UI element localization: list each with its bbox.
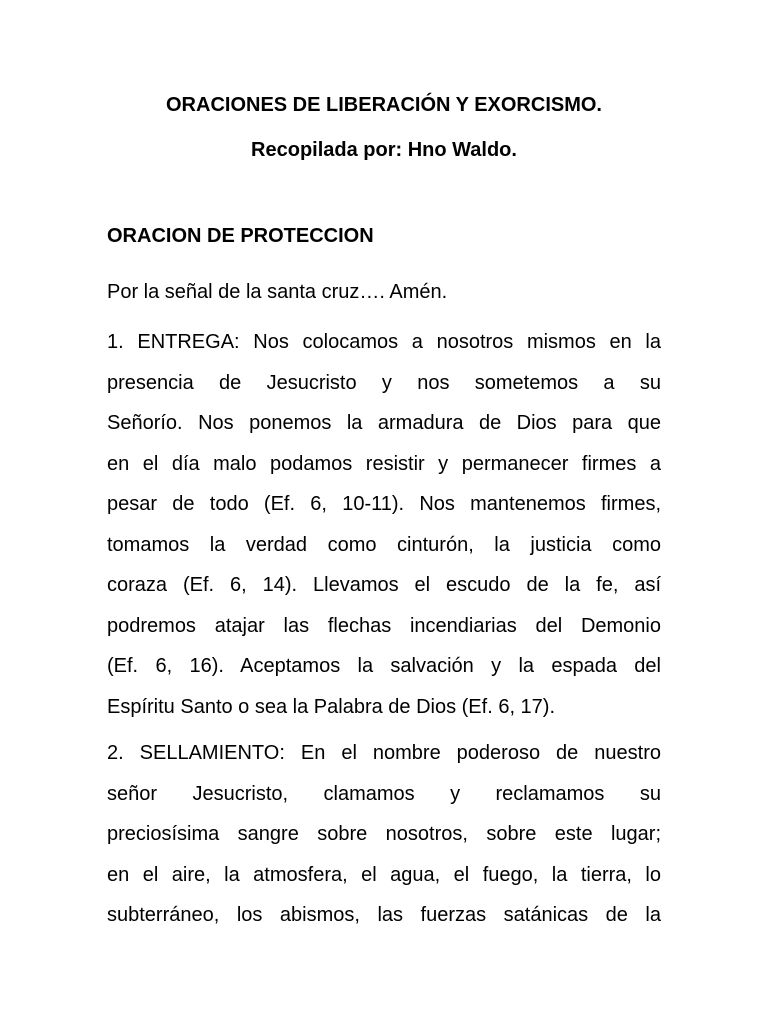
document-title: ORACIONES DE LIBERACIÓN Y EXORCISMO. — [166, 94, 602, 116]
intro-line: Por la señal de la santa cruz…. Amén. — [107, 281, 448, 303]
document-subtitle: Recopilada por: Hno Waldo. — [251, 139, 517, 161]
paragraph-line: tomamos la verdad como cinturón, la justicia como — [107, 533, 661, 556]
paragraph-line: presencia de Jesucristo y nos sometemos a su — [107, 371, 661, 394]
paragraph-line: preciosísima sangre sobre nosotros, sobre este lugar; — [107, 823, 661, 845]
paragraph-line: subterráneo, los abismos, las fuerzas satánicas de la — [107, 904, 661, 926]
paragraph-line: Espíritu Santo o sea la Palabra de Dios (Ef. 6, 17). — [107, 695, 556, 718]
paragraph-line: 1. ENTREGA: Nos colocamos a nosotros mismos en la — [107, 331, 661, 353]
paragraph-line: coraza (Ef. 6, 14). Llevamos el escudo de la fe, así — [107, 574, 661, 596]
paragraph-entrega — [107, 322, 661, 727]
section-heading: ORACION DE PROTECCION — [107, 225, 374, 247]
paragraph-line: pesar de todo (Ef. 6, 10-11). Nos mantenemos firmes, — [107, 493, 661, 515]
paragraph-line: 2. SELLAMIENTO: En el nombre poderoso de nuestro — [107, 742, 661, 764]
paragraph-line: (Ef. 6, 16). Aceptamos la salvación y la espada del — [107, 655, 661, 677]
paragraph-line: podremos atajar las flechas incendiarias del Demonio — [107, 614, 661, 637]
paragraph-line: señor Jesucristo, clamamos y reclamamos su — [107, 782, 661, 805]
paragraph-line: en el aire, la atmosfera, el agua, el fuego, la tierra, lo — [107, 863, 661, 886]
paragraph-line: Señorío. Nos ponemos la armadura de Dios para que — [107, 412, 661, 434]
paragraph-sellamiento — [107, 733, 661, 936]
paragraph-line: en el día malo podamos resistir y permanecer firmes a — [107, 452, 661, 475]
